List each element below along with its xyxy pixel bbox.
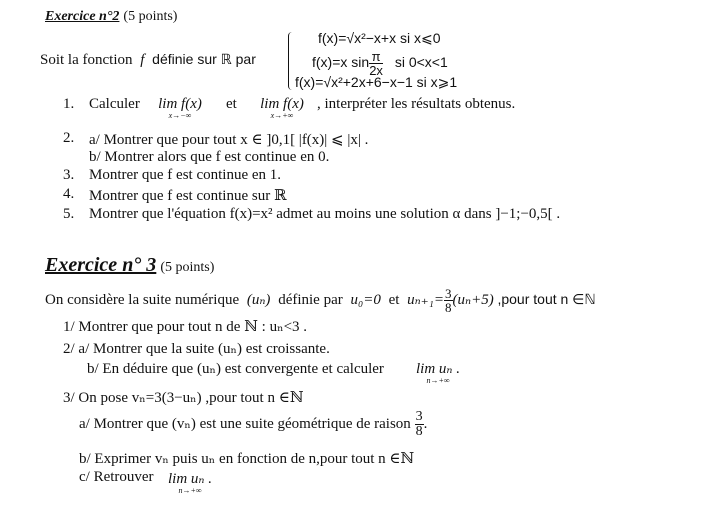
ex3-rec-right: (uₙ+5) (452, 291, 494, 308)
ex2-title: Exercice n°2 (45, 9, 120, 24)
ex2-intro-text: Soit la fonction (40, 52, 133, 68)
ex2-q1-limit-1 (150, 96, 210, 120)
ex2-header (45, 7, 177, 25)
ex2-q5-num: 5. (63, 206, 75, 222)
ex3-q2b-lim-expr: lim uₙ . (416, 361, 460, 377)
ex2-case2-fraction (369, 50, 383, 77)
ex3-q3a-fraction (415, 410, 424, 439)
ex2-q2b: b/ Montrer alors que f est continue en 0. (89, 149, 330, 165)
ex3-points: (5 points) (160, 260, 215, 275)
ex2-case2-den: 2x (369, 63, 383, 78)
ex2-q1-et: et (226, 96, 237, 112)
ex2-defined-on: définie sur ℝ par (152, 51, 256, 67)
ex3-intro (45, 287, 596, 314)
ex3-q3a-end: . (423, 415, 428, 432)
ex2-q4: Montrer que f est continue sur ℝ (89, 188, 287, 204)
ex3-rec-den: 8 (445, 300, 452, 315)
ex3-q3a-text: a/ Montrer que (vₙ) est une suite géométrique de raison (79, 415, 411, 432)
ex2-q1-lim1-sub: x→−∞ (168, 111, 192, 120)
ex2-q2a: a/ Montrer que pour tout x ∈ ]0,1[ |f(x)| ⩽ |x| . (89, 132, 369, 148)
ex3-q3c-lim-sub: n→+∞ (178, 486, 202, 495)
ex3-title: Exercice n° 3 (45, 254, 157, 276)
ex3-q3a (79, 410, 427, 439)
ex3-q3b: b/ Exprimer vₙ puis uₙ en fonction de n,pour tout n ∈ℕ (79, 451, 415, 467)
ex3-rec-fraction (444, 287, 453, 314)
ex2-case2-right: si 0<x<1 (394, 54, 448, 71)
ex3-intro-b: définie par (278, 291, 343, 308)
ex2-q1-limit-2 (252, 96, 312, 120)
ex3-q3c-lim-expr: lim uₙ . (168, 471, 212, 487)
ex3-rec-num: 3 (445, 286, 452, 301)
ex3-q1: 1/ Montrer que pour tout n de ℕ : uₙ<3 . (63, 319, 308, 335)
ex2-intro (40, 51, 256, 69)
ex2-f-symbol: f (140, 52, 145, 68)
ex2-q1-num: 1. (63, 96, 75, 112)
ex3-intro-a: On considère la suite numérique (45, 291, 240, 308)
ex3-et: et (388, 291, 400, 308)
ex3-u0: u₀=0 (350, 291, 381, 308)
ex2-case2-num: π (369, 50, 383, 64)
ex2-points: (5 points) (123, 9, 178, 24)
ex2-q5: Montrer que l'équation f(x)=x² admet au moins une solution α dans ]−1;−0,5[ . (89, 206, 561, 222)
ex2-q1-lim2-expr: lim f(x) (260, 96, 304, 112)
ex3-q2b-lim-sub: n→+∞ (426, 376, 450, 385)
ex3-q3: 3/ On pose vₙ=3(3−uₙ) ,pour tout n ∈ℕ (63, 390, 304, 406)
ex2-q3: Montrer que f est continue en 1. (89, 167, 282, 183)
ex3-rec-left: uₙ₊₁= (407, 291, 445, 308)
ex2-case3: f(x)=√x²+2x+6−x−1 si x⩾1 (295, 74, 458, 90)
ex3-q2b-limit (408, 359, 468, 385)
ex2-q1-lim1-expr: lim f(x) (158, 96, 202, 112)
ex2-q1-lim2-sub: x→+∞ (270, 111, 294, 120)
ex3-intro-c: ,pour tout n ∈ℕ (497, 290, 596, 307)
ex3-q3a-num: 3 (415, 409, 423, 424)
ex2-case1: f(x)=√x²−x+x si x⩽0 (318, 30, 441, 46)
ex2-case2 (312, 50, 448, 77)
ex2-case2-left: f(x)=x sin (312, 54, 370, 71)
ex2-q2-num: 2. (63, 130, 75, 146)
ex3-header (45, 254, 214, 277)
ex2-q4-num: 4. (63, 186, 75, 202)
ex2-q1-b: , interpréter les résultats obtenus. (317, 96, 516, 112)
ex2-q1-a: Calculer (89, 96, 140, 112)
ex3-q2b: b/ En déduire que (uₙ) est convergente et calculer (87, 361, 384, 377)
ex2-q3-num: 3. (63, 167, 75, 183)
ex3-un: (uₙ) (246, 291, 271, 308)
ex3-q3c-limit (160, 469, 220, 495)
ex3-q3c: c/ Retrouver (79, 469, 154, 485)
ex3-q3a-den: 8 (415, 424, 423, 439)
ex3-q2a: 2/ a/ Montrer que la suite (uₙ) est croissante. (63, 341, 330, 357)
